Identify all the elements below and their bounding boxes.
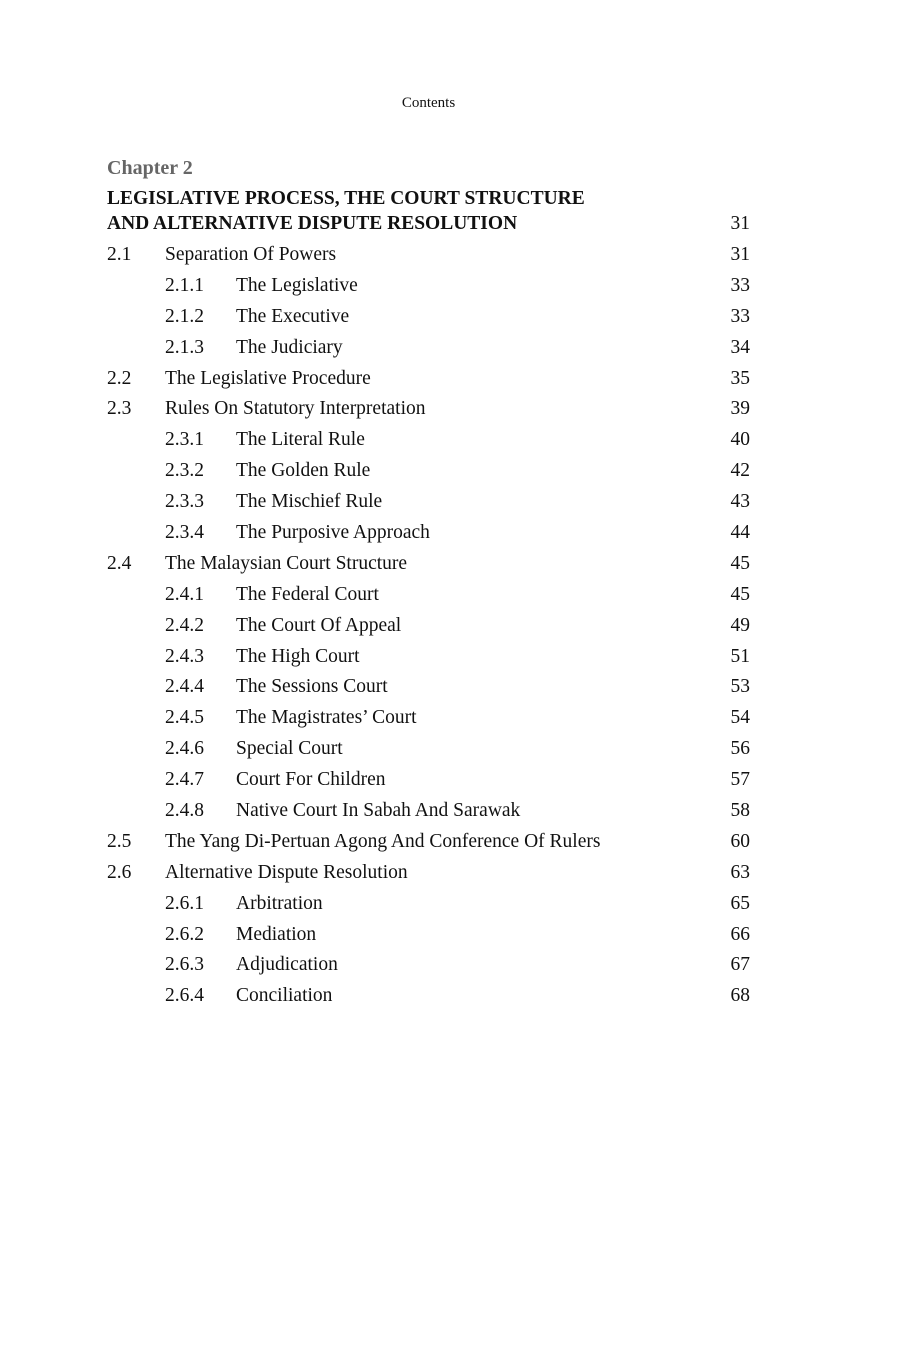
toc-entry-number: 2.3 bbox=[107, 398, 132, 420]
toc-entry-title: The Executive bbox=[236, 305, 350, 327]
toc-entry-number: 2.1 bbox=[107, 244, 132, 265]
toc-entry-title: The Yang Di-Pertuan Agong And Conference Of Rulers bbox=[165, 830, 601, 852]
toc-entry[interactable] bbox=[107, 395, 750, 426]
toc-entry-page: 51 bbox=[730, 645, 750, 667]
toc-entry-page: 53 bbox=[730, 676, 750, 698]
toc-entry-page: 34 bbox=[730, 336, 750, 358]
toc-entry-number: 2.6.3 bbox=[165, 954, 204, 976]
toc-entry-title: The Magistrates’ Court bbox=[236, 707, 417, 729]
toc-entry-page: 63 bbox=[730, 861, 750, 883]
toc-entry-title: Special Court bbox=[236, 738, 343, 760]
toc-entry[interactable] bbox=[107, 550, 750, 581]
toc-entry-number: 2.3.4 bbox=[165, 522, 204, 544]
toc-entry-page: 56 bbox=[730, 738, 750, 760]
toc-entry[interactable] bbox=[107, 859, 750, 890]
toc-entry[interactable] bbox=[107, 890, 750, 921]
toc-entry-page: 33 bbox=[730, 274, 750, 296]
chapter-page-number: 31 bbox=[730, 213, 750, 234]
toc-entry-number: 2.6.2 bbox=[165, 923, 204, 945]
toc-entry-page: 44 bbox=[730, 522, 750, 544]
toc-entry[interactable] bbox=[107, 704, 750, 735]
toc-entry-number: 2.4.1 bbox=[165, 583, 204, 605]
toc-entry[interactable] bbox=[107, 766, 750, 797]
toc-entry[interactable] bbox=[107, 951, 750, 982]
toc-entry-number: 2.4.7 bbox=[165, 769, 204, 791]
toc-entry-page: 33 bbox=[730, 305, 750, 327]
toc-entry-title: The Court Of Appeal bbox=[236, 614, 402, 636]
toc-entry[interactable] bbox=[107, 581, 750, 612]
toc-entry-number: 2.4.3 bbox=[165, 645, 204, 667]
toc-entry-number: 2.6 bbox=[107, 861, 132, 883]
running-head: Contents bbox=[401, 95, 456, 111]
toc-entry[interactable] bbox=[107, 488, 750, 519]
toc-entry-title: The Legislative Procedure bbox=[165, 367, 371, 389]
toc-entry-title: Rules On Statutory Interpretation bbox=[165, 398, 426, 420]
toc-entry-number: 2.6.4 bbox=[165, 985, 204, 1007]
toc-entry[interactable] bbox=[107, 828, 750, 859]
toc-entry[interactable] bbox=[107, 673, 750, 704]
toc-entry[interactable] bbox=[107, 303, 750, 334]
toc-entry-number: 2.3.1 bbox=[165, 429, 204, 451]
toc-entry-number: 2.1.1 bbox=[165, 274, 204, 296]
toc-entry-title: The Literal Rule bbox=[236, 429, 365, 451]
toc-entry[interactable] bbox=[107, 519, 750, 550]
toc-entry-number: 2.4 bbox=[107, 552, 132, 574]
toc-entry[interactable] bbox=[107, 735, 750, 766]
toc-entry[interactable] bbox=[107, 921, 750, 952]
toc-entry-page: 68 bbox=[730, 985, 750, 1007]
chapter-title-line-2: AND ALTERNATIVE DISPUTE RESOLUTION bbox=[107, 213, 518, 234]
toc-entry-page: 54 bbox=[730, 707, 750, 729]
toc-entry-number: 2.5 bbox=[107, 830, 132, 852]
toc-entry-title: The Legislative bbox=[236, 274, 358, 296]
chapter-title bbox=[107, 186, 750, 236]
toc-entry-title: Adjudication bbox=[236, 954, 338, 976]
toc-entry-page: 58 bbox=[730, 800, 750, 822]
toc-list bbox=[107, 241, 750, 1013]
toc-entry-number: 2.4.4 bbox=[165, 676, 204, 698]
toc-entry-page: 43 bbox=[730, 491, 750, 513]
toc-entry-page: 60 bbox=[730, 830, 750, 852]
toc-entry-title: The High Court bbox=[236, 645, 360, 667]
toc-entry-number: 2.4.6 bbox=[165, 738, 204, 760]
toc-entry-title: The Mischief Rule bbox=[236, 491, 383, 513]
toc-entry-page: 45 bbox=[730, 583, 750, 605]
toc-entry-title: Mediation bbox=[236, 923, 317, 945]
toc-entry-page: 35 bbox=[730, 367, 750, 389]
toc-entry-page: 31 bbox=[730, 244, 750, 265]
toc-entry[interactable] bbox=[107, 643, 750, 674]
toc-entry-title: Separation Of Powers bbox=[165, 244, 337, 265]
toc-entry-title: The Purposive Approach bbox=[236, 522, 430, 544]
toc-entry-page: 65 bbox=[730, 892, 750, 914]
toc-entry-page: 42 bbox=[730, 460, 750, 482]
toc-entry-number: 2.4.2 bbox=[165, 614, 204, 636]
toc-entry-title: The Federal Court bbox=[236, 583, 379, 605]
toc-entry[interactable] bbox=[107, 797, 750, 828]
toc-entry-title: Conciliation bbox=[236, 985, 333, 1007]
toc-entry-number: 2.1.2 bbox=[165, 305, 204, 327]
chapter-label: Chapter 2 bbox=[107, 157, 193, 179]
toc-entry-number: 2.6.1 bbox=[165, 892, 204, 914]
toc-entry[interactable] bbox=[107, 365, 750, 396]
toc-entry-title: Alternative Dispute Resolution bbox=[165, 861, 408, 883]
toc-entry-page: 49 bbox=[730, 614, 750, 636]
toc-entry-title: The Judiciary bbox=[236, 336, 343, 358]
toc-entry-page: 40 bbox=[730, 429, 750, 451]
toc-entry-number: 2.4.5 bbox=[165, 707, 204, 729]
chapter-title-line-1: LEGISLATIVE PROCESS, THE COURT STRUCTURE bbox=[107, 188, 585, 209]
toc-entry-title: Court For Children bbox=[236, 769, 386, 791]
toc-entry-number: 2.4.8 bbox=[165, 800, 204, 822]
toc-entry-page: 39 bbox=[730, 398, 750, 420]
toc-entry[interactable] bbox=[107, 982, 750, 1013]
toc-entry-number: 2.3.2 bbox=[165, 460, 204, 482]
toc-entry-title: The Malaysian Court Structure bbox=[165, 552, 408, 574]
toc-entry[interactable] bbox=[107, 334, 750, 365]
toc-entry-number: 2.3.3 bbox=[165, 491, 204, 513]
toc-entry[interactable] bbox=[107, 612, 750, 643]
toc-entry-title: The Golden Rule bbox=[236, 460, 371, 482]
toc-entry-page: 67 bbox=[730, 954, 750, 976]
toc-entry-page: 66 bbox=[730, 923, 750, 945]
toc-entry[interactable] bbox=[107, 241, 750, 272]
toc-entry[interactable] bbox=[107, 272, 750, 303]
toc-entry[interactable] bbox=[107, 426, 750, 457]
toc-entry-number: 2.1.3 bbox=[165, 336, 204, 358]
toc-entry-title: The Sessions Court bbox=[236, 676, 388, 698]
toc-entry-page: 57 bbox=[730, 769, 750, 791]
toc-entry-title: Arbitration bbox=[236, 892, 323, 914]
toc-entry-title: Native Court In Sabah And Sarawak bbox=[236, 800, 521, 822]
toc-entry-page: 45 bbox=[730, 552, 750, 574]
toc-entry[interactable] bbox=[107, 457, 750, 488]
toc-entry-number: 2.2 bbox=[107, 367, 132, 389]
